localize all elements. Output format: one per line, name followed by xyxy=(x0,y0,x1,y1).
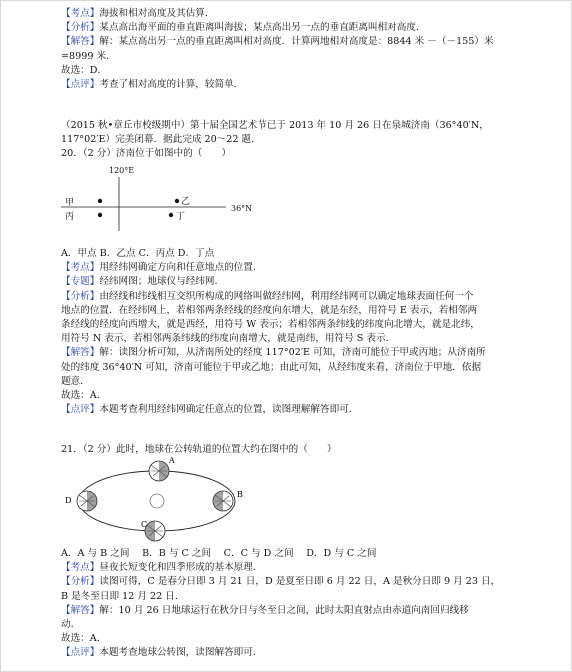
q21-dianping: 【点评】本题考查地球公转图，读图解答即可． xyxy=(61,647,263,659)
q20-dianping: 【点评】本题考查利用经纬网确定任意点的位置，读图理解解答即可． xyxy=(61,404,359,416)
jieda-tag: 【解答】 xyxy=(61,347,100,359)
label-yi: 乙 xyxy=(181,197,191,207)
q20-jieda: 【解答】解：读图分析可知，从济南所处的经度 117°02′E 可知，济南可能位于甲或丙地；从济南所 xyxy=(61,347,486,359)
label-b: B xyxy=(237,490,243,499)
lon-label: 120°E xyxy=(109,166,135,175)
label-bing: 丙 xyxy=(65,212,75,222)
q20-stem: 20．（2 分）济南位于如图中的（ ） xyxy=(61,148,232,159)
kaodian-tag: 【考点】 xyxy=(61,562,100,574)
dianping-tag: 【点评】 xyxy=(61,647,100,659)
lat-label: 36°N xyxy=(231,204,253,213)
earth-a-icon xyxy=(149,461,169,481)
point-yi xyxy=(175,199,179,203)
q21-answer: 故选：A． xyxy=(61,633,107,645)
label-ding: 丁 xyxy=(176,212,186,222)
earth-d-icon xyxy=(77,491,97,511)
point-jia xyxy=(98,199,102,203)
q20-options: A．甲点 B．乙点 C．丙点 D．丁点 xyxy=(61,248,215,259)
group-intro: （2015 秋•章丘市校级期中）第十届全国艺术节已于 2013 年 10 月 26 日在泉城济南（36°40′N， 117°02′E）完美闭幕．据此完成 20～22 题． xyxy=(61,120,489,146)
q20-fenxi: 【分析】由经线和纬线相互交织所构成的网络叫做经纬网，利用经纬网可以确定地球表面任何一个 xyxy=(61,290,474,302)
q21-jieda: 【解答】解：10 月 26 日地球运行在秋分日与冬至日之间，此时太阳直射点由赤道向南回归线移 xyxy=(61,604,469,616)
q19-dianping: 【点评】考查了相对高度的计算，较简单． xyxy=(61,79,244,91)
q19-answer: 故选：D． xyxy=(61,64,108,76)
q20-zhuanti: 【专题】经纬网图；地球仪与经纬网． xyxy=(61,276,225,288)
point-bing xyxy=(98,213,102,217)
q19-analysis xyxy=(61,7,531,92)
q19-fenxi: 【分析】某点高出海平面的垂直距离叫海拔；某点高出另一点的垂直距离叫相对高度． xyxy=(61,22,426,34)
q21-analysis: A．A 与 B 之间 B．B 与 C 之间 C．C 与 D 之间 D．D 与 C 之间 【考点】昼夜长短变化和四季形成的基本原理． 【分析】读图可得，C 是春分日即 3 月 21 日，D 是夏至日即 6 月 22 日，A 是秋分日即 9 月 23 日， B 是冬至日即 12 月 22 日． 【解答】解：10 月 26 日地球运行在秋分日与冬至日之间，此时太阳直射点由赤道向南回归线移 动． 故选：A． 【点评】本题考查地球公转图，读图解答即可． xyxy=(61,547,531,661)
fenxi-tag: 【分析】 xyxy=(61,290,100,302)
point-ding xyxy=(169,213,173,217)
q21-options: A．A 与 B 之间 B．B 与 C 之间 C．C 与 D 之间 D．D 与 C 之间 xyxy=(61,548,377,559)
label-jia: 甲 xyxy=(65,198,75,208)
q20-grid-figure xyxy=(61,161,261,233)
jieda-tag: 【解答】 xyxy=(61,604,100,616)
q21-kaodian: 【考点】昼夜长短变化和四季形成的基本原理． xyxy=(61,562,263,574)
label-d: D xyxy=(65,496,72,505)
zhuanti-tag: 【专题】 xyxy=(61,276,100,288)
q20-kaodian: 【考点】用经纬网确定方向和任意地点的位置． xyxy=(61,262,263,274)
q19-jieda: 【解答】解：某点高出另一点的垂直距离叫相对高度．计算两地相对高度是：8844 米 －（－155）米 xyxy=(61,36,494,48)
earth-b-icon xyxy=(213,491,233,511)
q19-kaodian: 【考点】海拔和相对高度及其估算． xyxy=(61,8,215,19)
q20-answer: 故选：A． xyxy=(61,390,107,402)
label-c: C xyxy=(141,520,148,529)
dianping-tag: 【点评】 xyxy=(61,404,100,416)
q21-orbit-figure xyxy=(63,457,253,545)
fenxi-tag: 【分析】 xyxy=(61,22,100,34)
jieda-tag: 【解答】 xyxy=(61,36,100,48)
kaodian-tag: 【考点】 xyxy=(61,262,100,274)
dianping-tag: 【点评】 xyxy=(61,79,100,91)
q20-analysis: A．甲点 B．乙点 C．丙点 D．丁点 【考点】用经纬网确定方向和任意地点的位置． 【专题】经纬网图；地球仪与经纬网． 【分析】由经线和纬线相互交织所构成的网络叫做经纬网，利用经纬网可以确定地球表面任何一个 地点的位置．在经纬网上，若相邻两条经线的经度向东增大，就是东经，用符号 E 表示，若相邻两 条经线的经度向西增大，就是西经，用符号 W 表示；若相邻两条纬线的纬度向北增大，就是北纬， 用符号 N 表示，若相邻两条纬线的纬度向南增大，就是南纬，用符号 S 表示． 【解答】解：读图分析可知，从济南所处的经度 117°02′E 可知，济南可能位于甲或丙地；从济南所 处的纬度 36°40′N 可知，济南可能位于甲或乙地；由此可知，从经纬度来看，济南位于甲地．依据 题意． 故选：A． 【点评】本题考查利用经纬网确定任意点的位置，读图理解解答即可． xyxy=(61,247,531,417)
sun-icon xyxy=(150,494,164,508)
label-a: A xyxy=(169,457,175,465)
kaodian-tag: 【考点】 xyxy=(61,8,100,19)
q21-stem: 21．（2 分）此时，地球在公转轨道的位置大约在图中的（ ） xyxy=(61,444,337,455)
q19-jieda-cont: =8999 米． xyxy=(61,50,116,62)
earth-c-icon xyxy=(145,521,165,541)
q21-fenxi: 【分析】读图可得，C 是春分日即 3 月 21 日，D 是夏至日即 6 月 22 日，A 是秋分日即 9 月 23 日， xyxy=(61,576,501,588)
fenxi-tag: 【分析】 xyxy=(61,576,100,588)
